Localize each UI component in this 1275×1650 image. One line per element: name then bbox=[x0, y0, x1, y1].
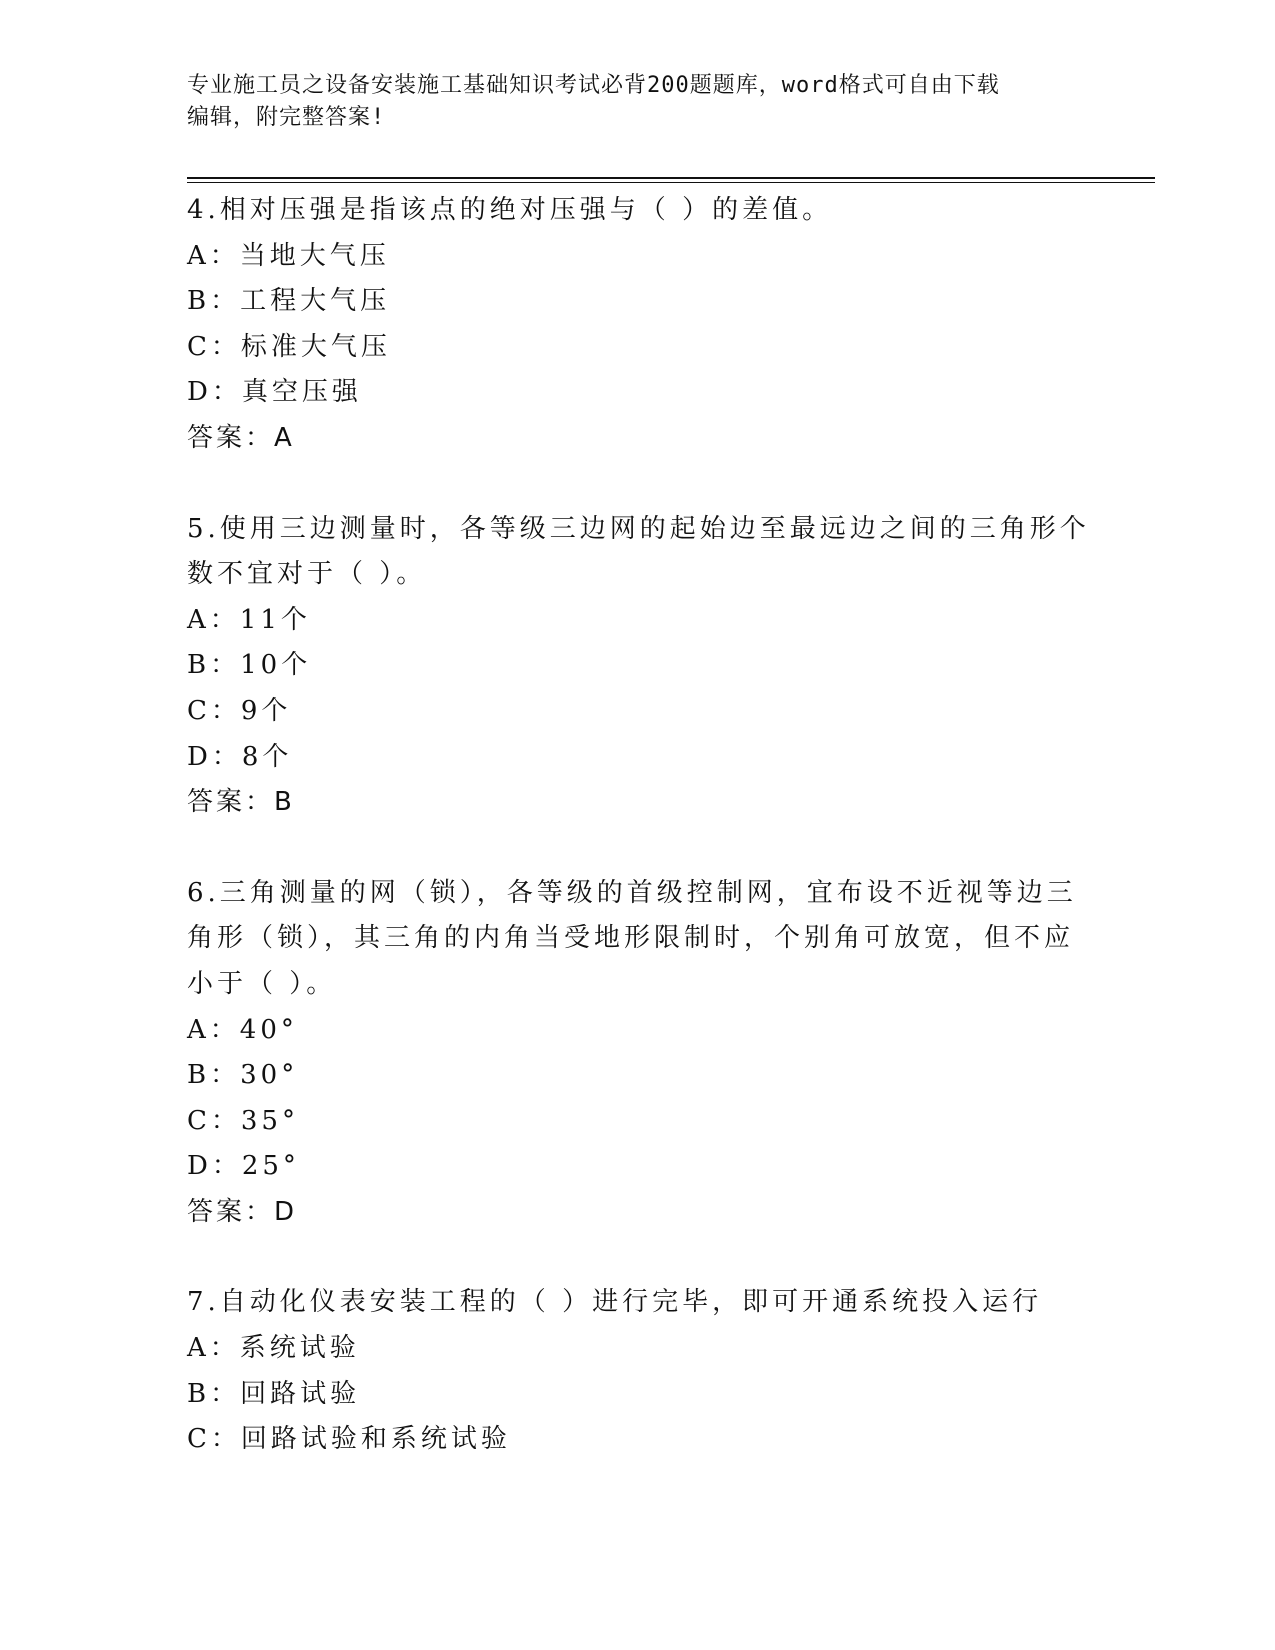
option-d: D：8个 bbox=[187, 741, 293, 772]
question-6 bbox=[187, 871, 1077, 1236]
header-title-line-1: 专业施工员之设备安装施工基础知识考试必背200题题库，word格式可自由下载 bbox=[187, 73, 1000, 98]
document-header bbox=[187, 70, 1087, 134]
option-c: C：回路试验和系统试验 bbox=[187, 1424, 511, 1455]
answer: 答案：A bbox=[187, 422, 295, 453]
question-7 bbox=[187, 1280, 1067, 1462]
question-stem: 4.相对压强是指该点的绝对压强与（ ）的差值。 bbox=[187, 195, 833, 225]
question-stem: 7.自动化仪表安装工程的（ ）进行完毕，即可开通系统投入运行 bbox=[187, 1287, 1043, 1318]
option-d: D：真空压强 bbox=[187, 377, 362, 408]
question-5 bbox=[187, 507, 1090, 826]
question-stem: 角形（锁），其三角的内角当受地形限制时，个别角可放宽，但不应 bbox=[187, 923, 1075, 954]
question-stem: 小于（ ）。 bbox=[187, 968, 337, 999]
question-stem: 5.使用三边测量时，各等级三边网的起始边至最远边之间的三角形个 bbox=[187, 513, 1090, 544]
header-divider-thin bbox=[187, 182, 1155, 183]
option-c: C：35° bbox=[187, 1105, 299, 1136]
option-c: C：9个 bbox=[187, 695, 292, 726]
option-a: A：当地大气压 bbox=[187, 240, 390, 271]
option-b: B：工程大气压 bbox=[187, 286, 391, 317]
option-b: B：10个 bbox=[187, 650, 312, 681]
question-stem: 6.三角测量的网（锁），各等级的首级控制网，宜布设不近视等边三 bbox=[187, 877, 1077, 908]
answer: 答案：B bbox=[187, 787, 295, 818]
option-d: D：25° bbox=[187, 1151, 300, 1182]
option-b: B：30° bbox=[187, 1060, 299, 1091]
option-b: B：回路试验 bbox=[187, 1378, 361, 1409]
question-stem: 数不宜对于（ ）。 bbox=[187, 559, 427, 590]
header-divider-thick bbox=[187, 177, 1155, 179]
answer: 答案：D bbox=[187, 1196, 298, 1227]
option-a: A：40° bbox=[187, 1014, 298, 1045]
option-a: A：系统试验 bbox=[187, 1333, 360, 1364]
header-title-line-2: 编辑，附完整答案! bbox=[187, 105, 386, 130]
question-list bbox=[187, 188, 1090, 1508]
question-4 bbox=[187, 188, 1067, 462]
option-a: A：11个 bbox=[187, 604, 311, 635]
option-c: C：标准大气压 bbox=[187, 331, 391, 362]
